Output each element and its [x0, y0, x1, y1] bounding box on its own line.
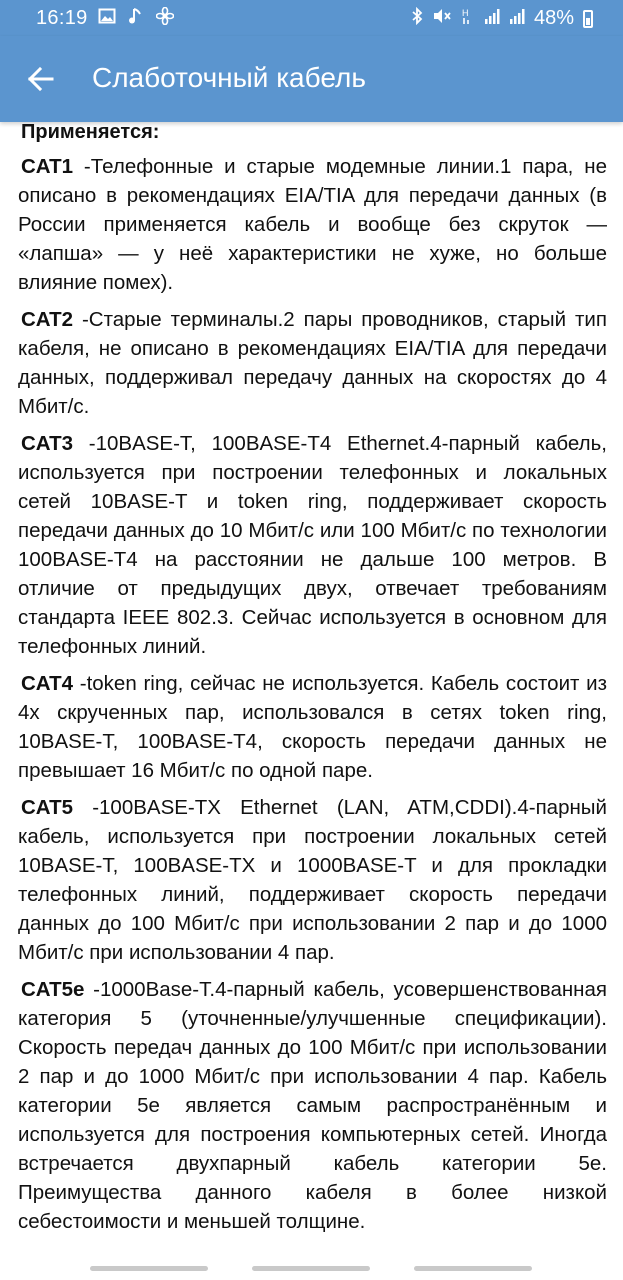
entry-code: CAT5: [21, 796, 74, 819]
entry-code: CAT2: [21, 308, 74, 331]
status-notification-icons: [98, 7, 174, 30]
entry-text: -Телефонные и старые модемные линии.1 пара, не описано в рекомендациях EIA/TIA для передачи данных (в России применяется кабель и вообще без скруток — «лапша» — у неё характеристики не хуже, но больше влияние помех).: [18, 155, 607, 294]
arrow-back-icon: [22, 88, 62, 105]
back-nav-button[interactable]: [414, 1266, 532, 1271]
signal-h-icon: [461, 7, 475, 30]
status-bar: [0, 0, 623, 36]
entry-text: -10BASE-T, 100BASE-T4 Ethernet.4-парный кабель, используется при построении телефонных и локальных сетей 10BASE-T и token ring, поддерживает скорость передачи данных до 10 Мбит/с или 100 Мбит/с по технологии 100BASE-T4 на расстоянии не дальше 100 метров. В отличие от предыдущих двух, отвечает требованиям стандарта IEEE 802.3. Сейчас используется в основном для телефонных линий.: [18, 432, 607, 658]
music-note-icon: [128, 7, 144, 30]
entry-cat3: [18, 429, 607, 661]
recent-apps-button[interactable]: [90, 1266, 208, 1271]
signal-icon: [509, 7, 525, 30]
back-button[interactable]: [22, 57, 62, 101]
entry-text: -1000Base-T.4-парный кабель, усовершенствованная категория 5 (уточненные/улучшенные спецификации). Скорость передач данных до 100 Мбит/с при использовании 2 пар и до 1000 Мбит/с при использовании 4 пар. Кабель категории 5e является самым распространённым и используется для построения компьютерных сетей. Иногда встречается двухпарный кабель категории 5e. Преимущества данного кабеля в более низкой себестоимости и меньшей толщине.: [18, 978, 607, 1233]
entry-text: -token ring, сейчас не используется. Кабель состоит из 4х скрученных пар, использовался в сетях token ring, 10BASE-T, 100BASE-T4, скорость передачи данных не превышает 16 Мбит/с по одной паре.: [18, 672, 607, 782]
status-system-icons: [411, 7, 593, 30]
entry-code: CAT3: [21, 432, 74, 455]
entry-cat5e: [18, 975, 607, 1236]
entry-text: -100BASE-TX Ethernet (LAN, ATM,CDDI).4-парный кабель, используется при построении локальных сетей 10BASE-T, 100BASE-TX и 1000BASE-T и для прокладки телефонных линий, поддерживает скорость передачи данных до 100 Мбит/с при использовании 2 пар и до 1000 Мбит/с при использовании 4 пар.: [18, 796, 607, 964]
navigation-bar: [0, 1256, 623, 1280]
svg-text:H: H: [461, 8, 469, 18]
fan-icon: [156, 7, 174, 30]
bluetooth-icon: [411, 7, 423, 30]
page-title: Слаботочный кабель: [92, 62, 366, 93]
battery-icon: [583, 10, 593, 28]
entry-code: CAT1: [21, 155, 74, 178]
entry-cat1: [18, 152, 607, 297]
entry-cat2: [18, 305, 607, 421]
section-heading: Применяется:: [21, 121, 160, 143]
entry-code: CAT4: [21, 672, 74, 695]
battery-percent: 48%: [533, 7, 574, 29]
signal-icon: [484, 7, 500, 30]
entry-cat4: [18, 669, 607, 785]
status-time: 16:19: [36, 7, 88, 29]
entry-text: -Старые терминалы.2 пары проводников, старый тип кабеля, не описано в рекомендациях EIA/TIA для передачи данных, поддерживал передачу данных на скоростях до 4 Мбит/с.: [18, 308, 607, 418]
image-icon: [98, 7, 116, 30]
entry-cat5: [18, 793, 607, 967]
mute-icon: [432, 7, 452, 30]
article-content: [18, 118, 607, 1256]
home-button[interactable]: [252, 1266, 370, 1271]
entry-code: CAT5e: [21, 978, 85, 1001]
app-bar: [0, 36, 623, 122]
